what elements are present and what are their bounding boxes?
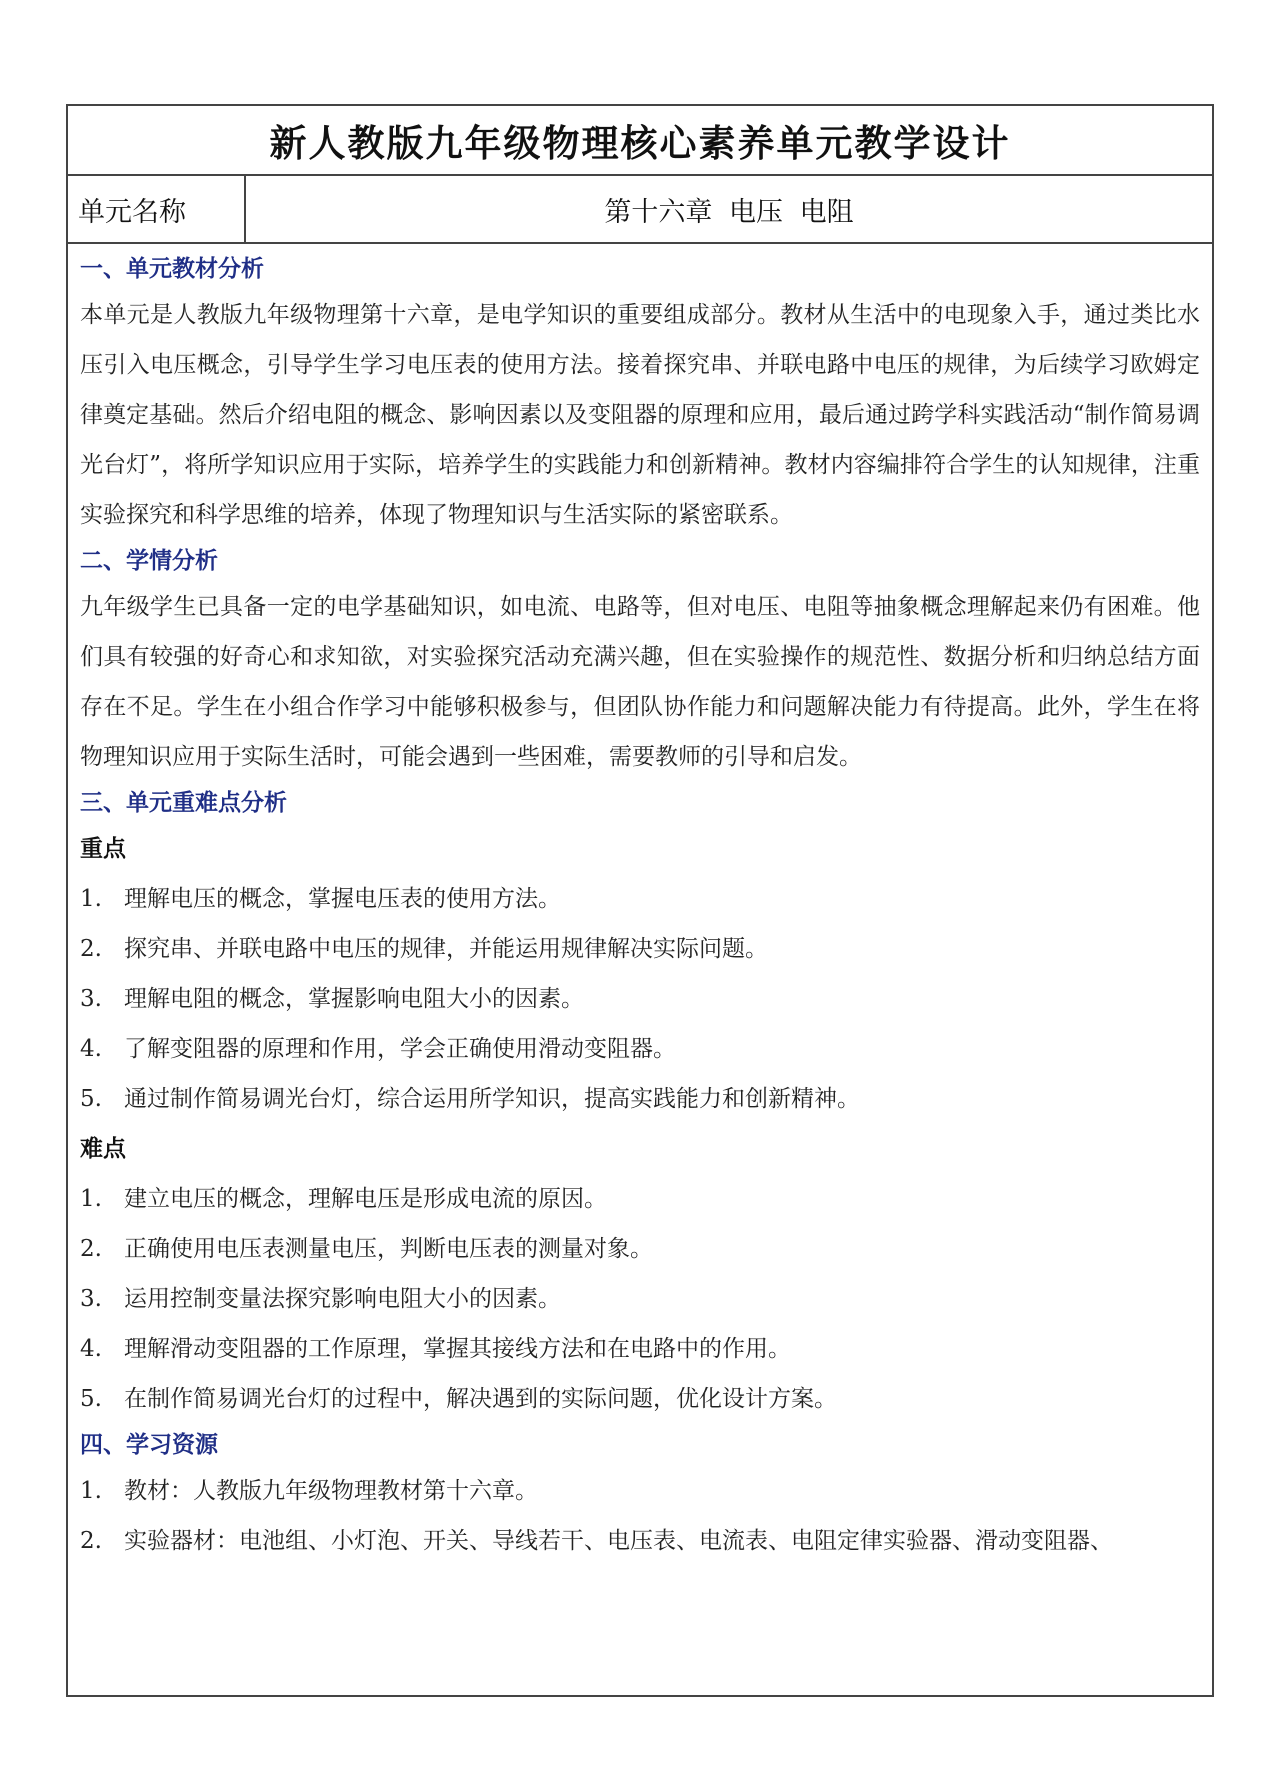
- list-item: [80, 1224, 1200, 1274]
- section-title-student-analysis: 二、学情分析: [80, 548, 218, 574]
- design-table: [66, 104, 1214, 1697]
- list-text: 在制作简易调光台灯的过程中，解决遇到的实际问题，优化设计方案。: [124, 1386, 837, 1412]
- list-item: [80, 1466, 1200, 1516]
- list-text: 运用控制变量法探究影响电阻大小的因素。: [124, 1286, 561, 1312]
- list-number: 5.: [80, 1086, 102, 1112]
- list-number: 4.: [80, 1336, 102, 1362]
- list-text: 正确使用电压表测量电压，判断电压表的测量对象。: [124, 1236, 653, 1262]
- content-area: [68, 244, 1212, 1566]
- key-points-label: 重点: [80, 836, 126, 862]
- section-title-learning-resources: 四、学习资源: [80, 1432, 218, 1458]
- list-item: [80, 1274, 1200, 1324]
- list-item: [80, 1516, 1200, 1566]
- list-number: 1.: [80, 1478, 102, 1504]
- list-number: 2.: [80, 1236, 102, 1262]
- list-number: 3.: [80, 1286, 102, 1312]
- list-text: 建立电压的概念，理解电压是形成电流的原因。: [124, 1186, 607, 1212]
- difficult-points-label: 难点: [80, 1136, 126, 1162]
- list-item: [80, 924, 1200, 974]
- list-item: [80, 1374, 1200, 1424]
- unit-name-row: [68, 176, 1212, 244]
- list-text: 教材：人教版九年级物理教材第十六章。: [124, 1478, 538, 1504]
- student-analysis-text: 九年级学生已具备一定的电学基础知识，如电流、电路等，但对电压、电阻等抽象概念理解起来仍有困难。他们具有较强的好奇心和求知欲，对实验探究活动充满兴趣，但在实验操作的规范性、数据分析和归纳总结方面存在不足。学生在小组合作学习中能够积极参与，但团队协作能力和问题解决能力有待提高。此外，学生在将物理知识应用于实际生活时，可能会遇到一些困难，需要教师的引导和启发。: [80, 594, 1200, 770]
- list-text: 理解滑动变阻器的工作原理，掌握其接线方法和在电路中的作用。: [124, 1336, 791, 1362]
- list-number: 5.: [80, 1386, 102, 1412]
- list-item: [80, 1324, 1200, 1374]
- list-number: 4.: [80, 1036, 102, 1062]
- list-text: 探究串、并联电路中电压的规律，并能运用规律解决实际问题。: [124, 936, 768, 962]
- section-title-key-difficult-points: 三、单元重难点分析: [80, 790, 287, 816]
- list-item: [80, 974, 1200, 1024]
- list-text: 理解电阻的概念，掌握影响电阻大小的因素。: [124, 986, 584, 1012]
- list-text: 通过制作简易调光台灯，综合运用所学知识，提高实践能力和创新精神。: [124, 1086, 860, 1112]
- list-number: 2.: [80, 936, 102, 962]
- list-number: 1.: [80, 1186, 102, 1212]
- document-title: 新人教版九年级物理核心素养单元教学设计: [68, 106, 1212, 176]
- list-text: 理解电压的概念，掌握电压表的使用方法。: [124, 886, 561, 912]
- unit-name-label: 单元名称: [68, 176, 246, 242]
- material-analysis-text: 本单元是人教版九年级物理第十六章，是电学知识的重要组成部分。教材从生活中的电现象入手，通过类比水压引入电压概念，引导学生学习电压表的使用方法。接着探究串、并联电路中电压的规律，为后续学习欧姆定律奠定基础。然后介绍电阻的概念、影响因素以及变阻器的原理和应用，最后通过跨学科实践活动“制作简易调光台灯”，将所学知识应用于实际，培养学生的实践能力和创新精神。教材内容编排符合学生的认知规律，注重实验探究和科学思维的培养，体现了物理知识与生活实际的紧密联系。: [80, 302, 1200, 528]
- list-number: 3.: [80, 986, 102, 1012]
- list-item: [80, 1174, 1200, 1224]
- list-number: 2.: [80, 1528, 102, 1554]
- list-text: 实验器材：电池组、小灯泡、开关、导线若干、电压表、电流表、电阻定律实验器、滑动变阻器、: [124, 1528, 1113, 1554]
- list-item: [80, 1074, 1200, 1124]
- list-item: [80, 874, 1200, 924]
- list-text: 了解变阻器的原理和作用，学会正确使用滑动变阻器。: [124, 1036, 676, 1062]
- unit-name-value: 第十六章 电压 电阻: [604, 196, 854, 228]
- section-title-material-analysis: 一、单元教材分析: [80, 256, 264, 282]
- list-item: [80, 1024, 1200, 1074]
- list-number: 1.: [80, 886, 102, 912]
